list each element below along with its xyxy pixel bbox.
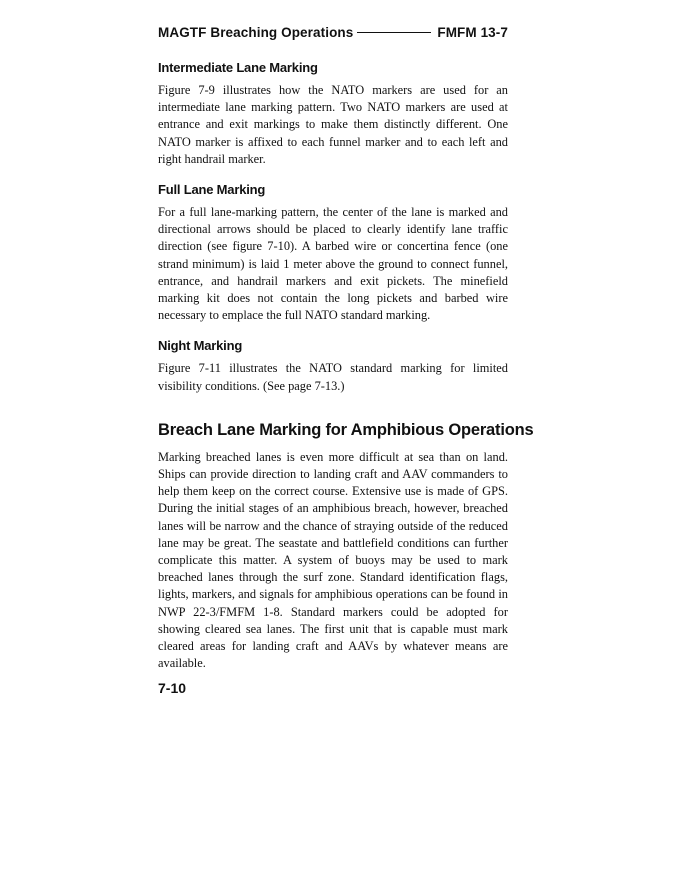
document-page xyxy=(158,22,534,697)
header-rule xyxy=(357,32,431,33)
header-right-title: FMFM 13-7 xyxy=(437,24,508,40)
header-left-title: MAGTF Breaching Operations xyxy=(158,24,354,40)
running-header xyxy=(158,22,508,42)
page-number: 7-10 xyxy=(158,680,187,697)
section-heading-intermediate: Intermediate Lane Marking xyxy=(158,60,318,75)
section-heading-full: Full Lane Marking xyxy=(158,182,266,198)
section-body-breach: Marking breached lanes is even more difficult at sea than on land. Ships can provide direction to landing craft and AAV commanders to help them keep on the correct course. Extensive use is made of GPS. During the initial stages of an amphibious breach, however, breached lanes will be narrow and the chance of straying outside of the reduced lane may be great. The seastate and battlefield conditions can further complicate this matter. A system of buoys may be used to mark breached lanes through the surf zone. Standard identification flags, lights, markers, and signals for amphibious operations can be found in NWP 22-3/FMFM 1-8. Standard markers could be adopted for showing cleared sea lanes. The first unit that is capable must mark cleared areas for landing craft and AAVs by whatever means are available. xyxy=(158,449,508,671)
section-body-full: For a full lane-marking pattern, the center of the lane is marked and directional arrows should be placed to clearly identify lane traffic direction (see figure 7-10). A barbed wire or concertina fence (one strand minimum) is laid 1 meter above the ground to connect funnel, entrance, and handrail markers and exit pickets. The minefield marking kit does not contain the long pickets and barbed wire necessary to emplace the full NATO standard marking. xyxy=(158,205,508,323)
section-body-night: Figure 7-11 illustrates the NATO standard marking for limited visibility conditions. (See page 7-13.) xyxy=(158,361,508,393)
section-heading-breach: Breach Lane Marking for Amphibious Operations xyxy=(158,420,534,439)
section-body-intermediate: Figure 7-9 illustrates how the NATO markers are used for an intermediate lane marking pattern. Two NATO markers are used at entrance and exit markings to make them distinctly different. One NATO marker is affixed to each funnel marker and to each left and right handrail marker. xyxy=(158,83,508,166)
section-heading-night: Night Marking xyxy=(158,338,243,354)
